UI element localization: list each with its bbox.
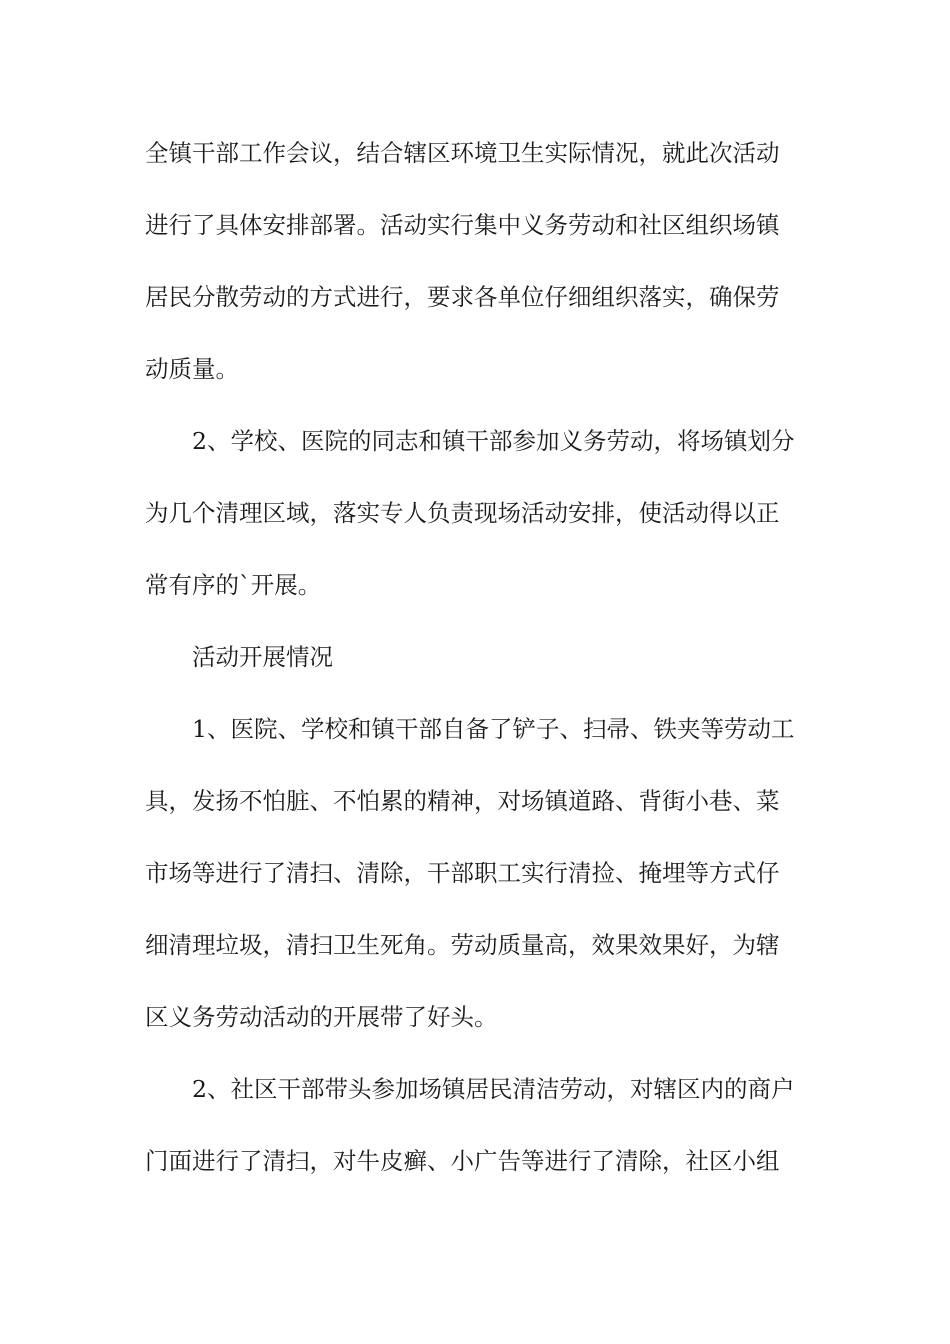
document-body bbox=[145, 117, 815, 1197]
paragraph-start-line: 1、医院、学校和镇干部自备了铲子、扫帚、铁夹等劳动工 bbox=[192, 715, 795, 743]
section-heading: 活动开展情况 bbox=[192, 643, 333, 671]
text-line: 为几个清理区域，落实专人负责现场活动安排，使活动得以正 bbox=[145, 499, 780, 527]
text-line: 门面进行了清扫，对牛皮癣、小广告等进行了清除，社区小组 bbox=[145, 1147, 780, 1175]
paragraph-start-line: 2、社区干部带头参加场镇居民清洁劳动，对辖区内的商户 bbox=[192, 1075, 795, 1103]
text-line: 市场等进行了清扫、清除，干部职工实行清捡、掩埋等方式仔 bbox=[145, 859, 780, 887]
text-line: 常有序的`开展。 bbox=[145, 571, 322, 599]
text-line: 区义务劳动活动的开展带了好头。 bbox=[145, 1003, 498, 1031]
text-line: 居民分散劳动的方式进行，要求各单位仔细组织落实，确保劳 bbox=[145, 283, 780, 311]
paragraph-start-line: 2、学校、医院的同志和镇干部参加义务劳动，将场镇划分 bbox=[192, 427, 795, 455]
text-line: 具，发扬不怕脏、不怕累的精神，对场镇道路、背街小巷、菜 bbox=[145, 787, 780, 815]
text-line: 进行了具体安排部署。活动实行集中义务劳动和社区组织场镇 bbox=[145, 211, 780, 239]
text-line: 全镇干部工作会议，结合辖区环境卫生实际情况，就此次活动 bbox=[145, 139, 780, 167]
text-line: 动质量。 bbox=[145, 355, 239, 383]
text-line: 细清理垃圾，清扫卫生死角。劳动质量高，效果效果好，为辖 bbox=[145, 931, 780, 959]
